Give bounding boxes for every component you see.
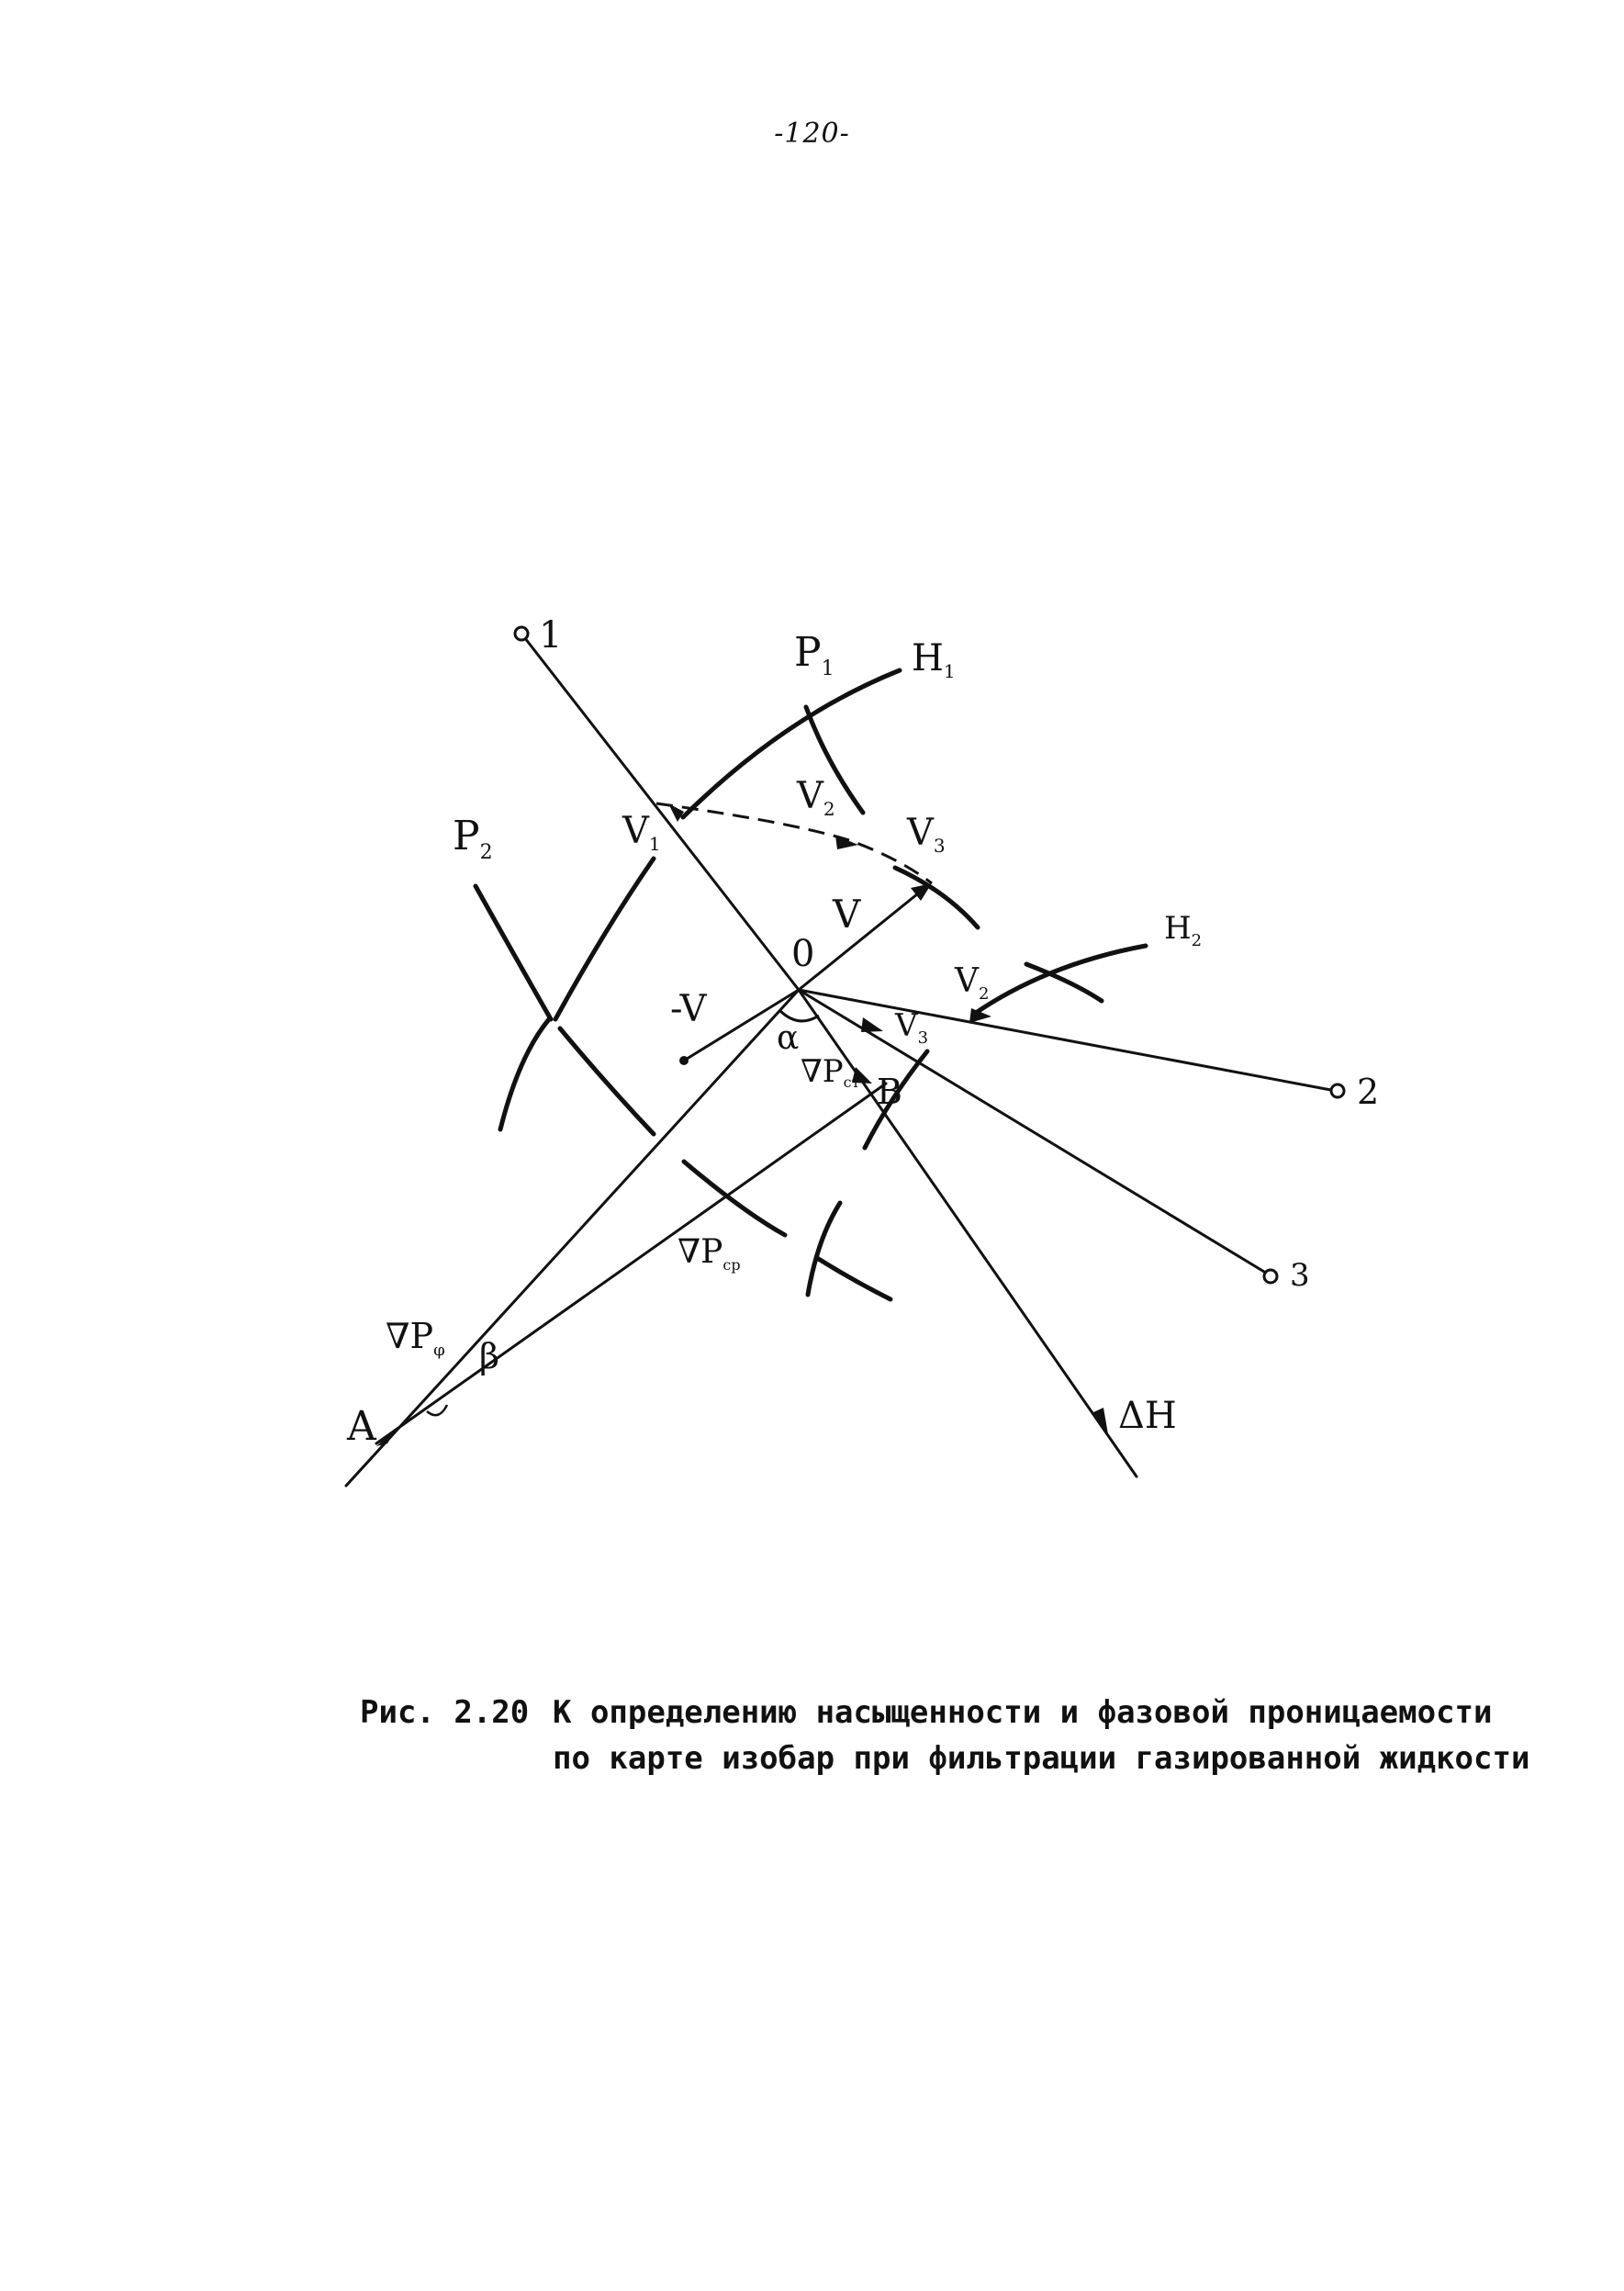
label-h1-sub: 1 — [943, 660, 956, 682]
isobar-bottom-curve — [808, 1203, 840, 1295]
markers — [376, 627, 1344, 1446]
caption-line-2 — [360, 1735, 1590, 1781]
label-v1-main: V — [622, 810, 649, 852]
label-v2-right-sub: 2 — [979, 984, 990, 1004]
label-grad-p-f-main: ∇P — [386, 1316, 434, 1356]
label-v1-sub: 1 — [648, 833, 661, 855]
figure-caption — [360, 1690, 1590, 1781]
caption-text-2: по карте изобар при фильтрации газированной жидкости — [553, 1740, 1530, 1777]
arrow-v1 — [668, 803, 684, 822]
label-beta: β — [479, 1336, 499, 1376]
label-grad-p-cp — [678, 1233, 741, 1274]
point-1-circle — [515, 627, 528, 640]
line-1-to-o — [521, 634, 799, 990]
label-p2-main: P — [453, 813, 480, 859]
label-p1 — [794, 629, 834, 680]
label-h2 — [1164, 910, 1202, 950]
label-p2 — [453, 813, 493, 864]
line-o-to-v — [799, 886, 927, 990]
isobar-h1-upper — [683, 670, 900, 817]
label-grad-p-cp-sub: ср — [722, 1256, 741, 1274]
isobar-lower-tail — [684, 1162, 785, 1235]
label-minus-v: -V — [670, 988, 707, 1030]
caption-label: Рис. 2.20 — [360, 1694, 530, 1731]
point-3-circle — [1264, 1270, 1277, 1283]
label-grad-p-st — [801, 1053, 860, 1091]
label-point-1: 1 — [539, 614, 563, 657]
label-h1-main: H — [912, 637, 944, 679]
line-a-to-b — [376, 1084, 886, 1443]
line-o-to-delta-h — [799, 990, 1137, 1477]
isobar-curves — [476, 670, 1146, 1299]
arrow-v2-dashed — [835, 836, 858, 849]
label-p1-sub: 1 — [821, 657, 834, 680]
caption-text-1: К определению насыщенности и фазовой проницаемости — [553, 1694, 1493, 1731]
label-point-3: 3 — [1290, 1257, 1310, 1294]
label-a: A — [347, 1403, 376, 1450]
page-number: -120- — [774, 118, 850, 150]
arrow-a — [376, 1428, 397, 1446]
label-v3-low-main: V — [895, 1007, 918, 1044]
label-v2-right-main: V — [955, 962, 979, 1000]
label-grad-p-f — [386, 1316, 445, 1360]
isobar-bottom-tail — [817, 1258, 890, 1299]
line-o-to-3 — [799, 990, 1269, 1275]
label-grad-p-cp-main: ∇P — [678, 1233, 723, 1271]
caption-line-1 — [360, 1690, 1590, 1735]
label-v3-top-sub: 3 — [933, 835, 946, 857]
label-o: 0 — [791, 933, 815, 975]
label-v2-top — [796, 775, 835, 820]
label-point-2: 2 — [1357, 1072, 1380, 1112]
label-v2-top-sub: 2 — [823, 798, 835, 820]
label-v3-top-main: V — [907, 812, 934, 854]
label-v3-low-sub: 3 — [917, 1028, 929, 1048]
label-v1 — [622, 810, 661, 855]
label-delta-h: ΔH — [1118, 1395, 1177, 1437]
label-v2-top-main: V — [797, 775, 823, 817]
label-v2-right — [954, 962, 989, 1004]
minus-v-tip — [679, 1056, 689, 1065]
arrow-v3-low — [861, 1017, 883, 1032]
label-p2-sub: 2 — [479, 841, 493, 864]
dashed-v1-v3 — [656, 803, 932, 883]
label-v: V — [833, 892, 861, 937]
label-alpha: α — [777, 1019, 800, 1057]
isobar-v1-left — [555, 859, 654, 1019]
line-a-to-o — [346, 990, 799, 1486]
label-grad-p-f-sub: φ — [433, 1341, 445, 1360]
label-grad-p-st-sub: ст — [843, 1073, 860, 1091]
isobar-diagonal-mid — [560, 1028, 654, 1134]
label-b: B — [877, 1072, 902, 1112]
isobar-p2-lower — [500, 1019, 549, 1129]
point-2-circle — [1331, 1084, 1344, 1097]
label-h2-sub: 2 — [1191, 931, 1203, 950]
label-h2-main: H — [1164, 910, 1192, 947]
label-h1 — [912, 637, 956, 682]
figure-labels — [346, 614, 1379, 1450]
arrow-delta-h — [1093, 1408, 1108, 1434]
label-p1-main: P — [794, 629, 822, 676]
isobar-p2-left — [476, 886, 551, 1019]
isobar-v3-arc — [895, 868, 978, 927]
label-grad-p-st-main: ∇P — [801, 1053, 844, 1090]
label-v3-top — [906, 812, 946, 857]
